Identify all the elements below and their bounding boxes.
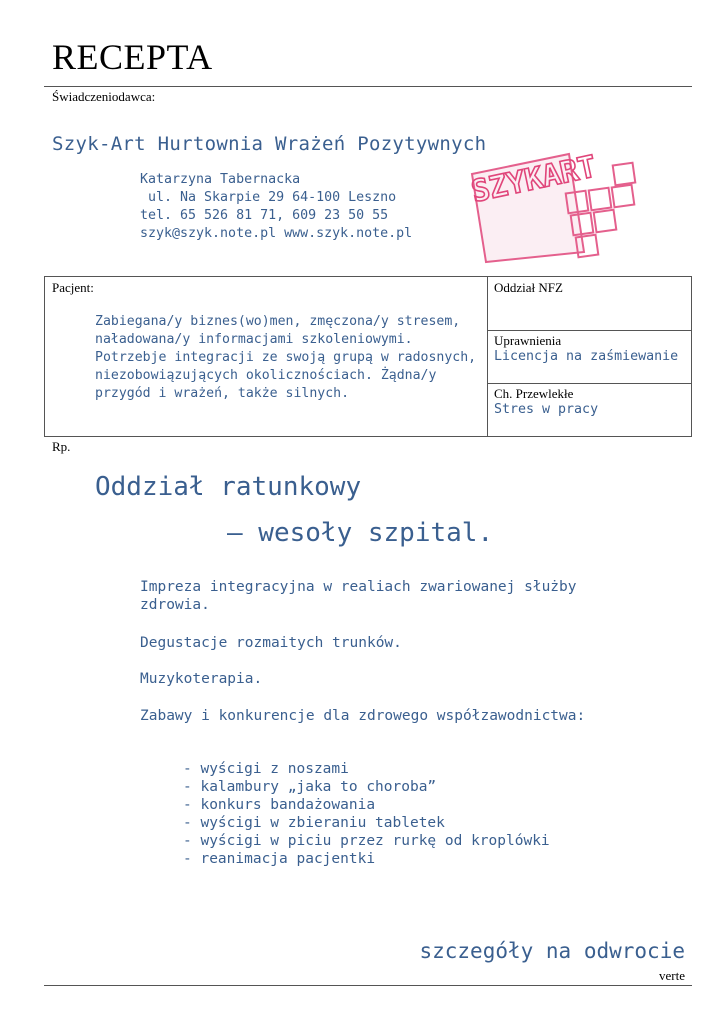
contact-phone: tel. 65 526 81 71, 609 23 50 55 xyxy=(140,208,389,223)
contact-address: ul. Na Skarpie 29 64-100 Leszno xyxy=(140,190,397,205)
program-paragraph: Muzykoterapia. xyxy=(140,671,263,687)
list-item: - wyścigi w piciu przez rurkę od kroplówki xyxy=(183,833,550,849)
verte-label: verte xyxy=(659,968,685,983)
divider xyxy=(44,86,692,87)
contact-email: szyk@szyk.note.pl www.szyk.note.pl xyxy=(140,226,413,241)
list-item: - reanimacja pacjentki xyxy=(183,851,376,867)
program-heading-line1: Oddział ratunkowy xyxy=(95,472,362,502)
divider xyxy=(44,985,692,986)
list-item: - konkurs bandażowania xyxy=(183,797,376,813)
rp-label: Rp. xyxy=(52,439,71,454)
divider xyxy=(44,436,692,437)
divider xyxy=(44,276,45,436)
activities-list xyxy=(183,760,550,868)
nfz-label: Oddział NFZ xyxy=(494,280,563,295)
document-title: RECEPTA xyxy=(52,37,213,77)
szykart-stamp-logo xyxy=(464,140,639,268)
provider-label: Świadczeniodawca: xyxy=(52,89,156,104)
patient-label: Pacjent: xyxy=(52,280,94,295)
chronic-value: Stres w pracy xyxy=(494,402,599,417)
program-paragraph: Impreza integracyjna w realiach zwariowanej służby zdrowia. xyxy=(140,579,577,613)
details-note: szczegóły na odwrocie xyxy=(419,939,685,963)
divider xyxy=(487,330,692,331)
list-item: - kalambury „jaka to choroba” xyxy=(183,779,437,795)
list-item: - wyścigi w zbieraniu tabletek xyxy=(183,815,445,831)
list-item: - wyścigi z noszami xyxy=(183,761,349,777)
program-paragraph: Zabawy i konkurencje dla zdrowego współzawodnictwa: xyxy=(140,708,586,724)
permissions-value: Licencja na zaśmiewanie xyxy=(494,349,679,364)
patient-description: Zabiegana/y biznes(wo)men, zmęczona/y stresem, naładowana/y informacjami szkoleniowymi. Potrzebje integracji ze swoją grupą w radosnych, niezobowiązujących okolicznościach. Żądna/y przygód i wrażeń, także silnych. xyxy=(95,314,477,401)
company-name: Szyk-Art Hurtownia Wrażeń Pozytywnych xyxy=(52,133,487,155)
divider xyxy=(487,276,488,436)
divider xyxy=(44,276,692,277)
permissions-label: Uprawnienia xyxy=(494,333,562,348)
chronic-label: Ch. Przewlekłe xyxy=(494,386,574,401)
program-paragraph: Degustacje rozmaitych trunków. xyxy=(140,635,402,651)
program-heading-line2: – wesoły szpital. xyxy=(227,518,494,548)
contact-person: Katarzyna Tabernacka xyxy=(140,172,301,187)
divider xyxy=(487,383,692,384)
svg-text:SZYKART: SZYKART xyxy=(468,149,600,210)
